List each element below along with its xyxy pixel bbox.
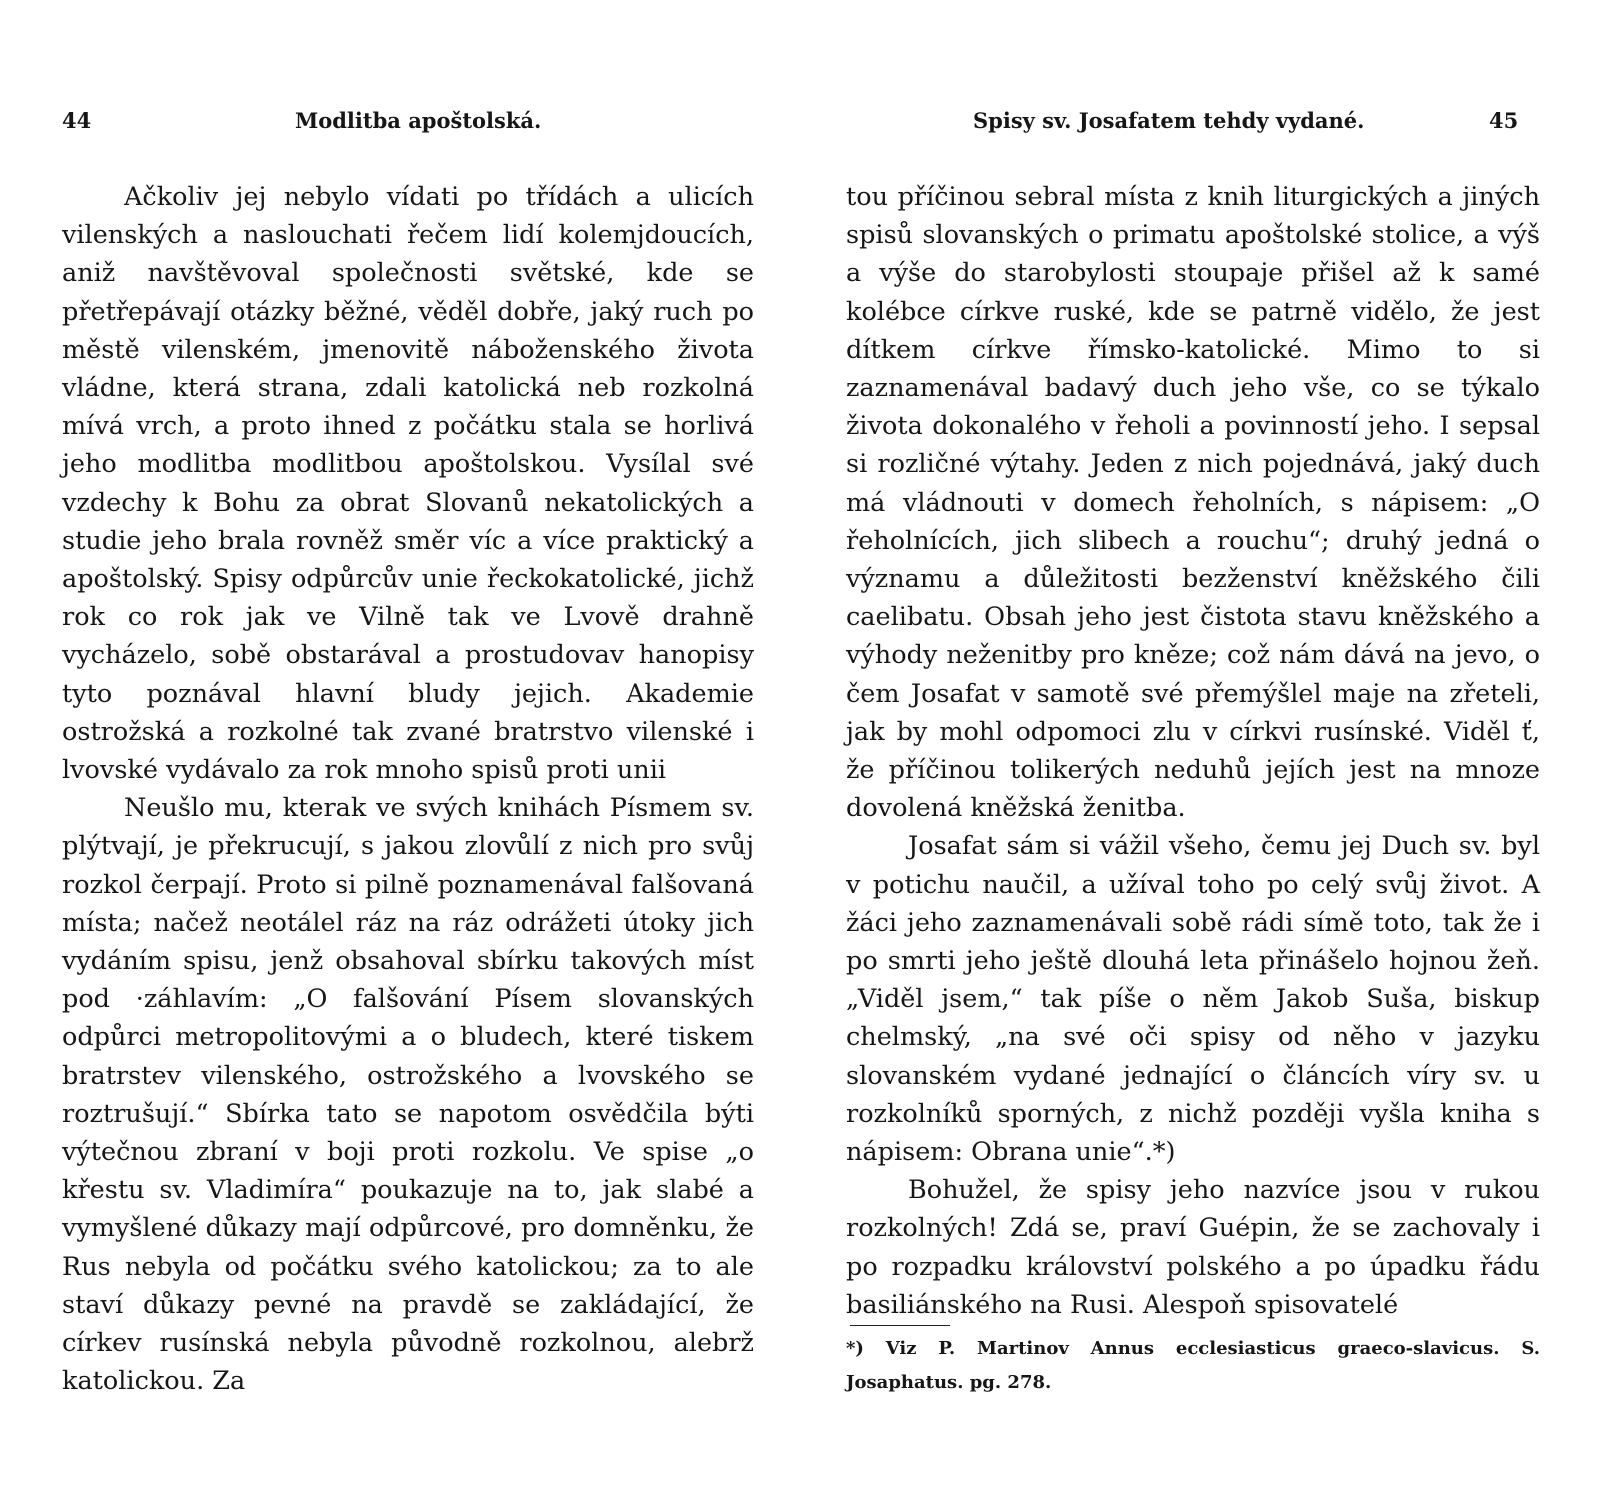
left-page-header <box>0 104 800 138</box>
paragraph: Ačkoliv jej nebylo vídati po třídách a ulicích vilenských a naslouchati řečem lidí kolemjdoucích, aniž navštěvoval společnosti světské, kde se přetřepávají otázky běžné, věděl dobře, jaký ruch po městě vilenském, jmenovitě náboženského života vládne, která strana, zdali katolická neb rozkolná mívá vrch, a proto ihned z počátku stala se horlivá jeho modlitba modlitbou apoštolskou. Vysílal své vzdechy k Bohu za obrat Slovanů nekatolických a studie jeho brala rovněž směr víc a více praktický a apoštolský. Spisy odpůrcův unie řeckokatolické, jichž rok co rok jak ve Vilně tak ve Lvově drahně vycházelo, sobě obstarával a prostudovav hanopisy tyto poznával hlavní bludy jejich. Akademie ostrožská a rozkolné tak zvané bratrstvo vilenské i lvovské vydávalo za rok mnoho spisů proti unii <box>62 182 754 786</box>
running-head: Modlitba apoštolská. <box>295 108 542 133</box>
paragraph: Neušlo mu, kterak ve svých knihách Písmem sv. plýtvají, je překrucují, s jakou zlovůlí z nich pro svůj rozkol čerpají. Proto si pilně poznamenával falšovaná místa; načež neotálel ráz na ráz odrážeti útoky jich vydáním spisu, jenž obsahoval sbírku takových míst pod ·záhlavím: „O falšování Písem slovanských odpůrci metropolitovými a o bludech, které tiskem bratrstev vilenského, ostrožského a lvovského se roztrušují.“ Sbírka tato se napotom osvědčila býti výtečnou zbraní v boji proti rozkolu. Ve spise „o křestu sv. Vladimíra“ poukazuje na to, jak slabé a vymyšlené důkazy mají odpůrcové, pro domněnku, že Rus nebyla od počátku svého katolickou; za to ale staví důkazy pevné na pravdě se zakládající, že církev rusínská nebyla původně rozkolnou, alebrž katolickou. Za <box>62 793 754 1397</box>
right-page <box>820 0 1622 1501</box>
paragraph: Josafat sám si vážil všeho, čemu jej Duch sv. byl v potichu naučil, a užíval toho po celý svůj život. A žáci jeho zaznamenávali sobě rádi símě toto, tak že i po smrti jeho ještě dlouhá leta přinášelo hojnou žeň. „Viděl jsem,“ tak píše o něm Jakob Suša, biskup chelmský, „na své oči spisy od něho v jazyku slovanském vydané jednající o článcích víry sv. u rozkolníků sporných, z nichž později vyšla kniha s nápisem: Obrana unie“.*) <box>846 831 1540 1168</box>
page-number: 44 <box>62 108 92 133</box>
right-page-body <box>846 178 1540 1324</box>
page-number: 45 <box>1489 108 1519 133</box>
left-page-body <box>62 178 754 1401</box>
paragraph: tou příčinou sebral místa z knih liturgických a jiných spisů slovanských o primatu apoštolské stolice, a výš a výše do starobylosti stoupaje přišel až k samé kolébce církve ruské, kde se patrně vidělo, že jest dítkem církve římsko-katolické. Mimo to si zaznamenával badavý duch jeho vše, co se týkalo života dokonalého v řeholi a povinností jeho. I sepsal si rozličné výtahy. Jeden z nich pojednává, jaký duch má vládnouti v domech řeholních, s nápisem: „O řeholnících, jich slibech a rouchu“; druhý jedná o významu a důležitosti bezženství kněžského čili caelibatu. Obsah jeho jest čistota stavu kněžského a výhody neženitby pro kněze; což nám dává na jevo, o čem Josafat v samotě své přemýšlel maje na zřeteli, jak by mohl odpomoci zlu v církvi rusínské. Viděl ť, že příčinou tolikerých neduhů jejích jest na mnoze dovolená kněžská ženitba. <box>846 182 1540 824</box>
left-page <box>0 0 800 1501</box>
paragraph: Bohužel, že spisy jeho nazvíce jsou v rukou rozkolných! Zdá se, praví Guépin, že se zachovaly i po rozpadku království polského a po úpadku řádu basiliánského na Rusi. Alespoň spisovatelé <box>846 1175 1540 1320</box>
footnote: *) Viz P. Martinov Annus ecclesiasticus graeco-slavicus. S. Josaphatus. pg. 278. <box>846 1338 1540 1393</box>
right-page-header <box>820 104 1622 138</box>
footnote-rule <box>850 1325 950 1326</box>
running-head: Spisy sv. Josafatem tehdy vydané. <box>973 108 1365 133</box>
